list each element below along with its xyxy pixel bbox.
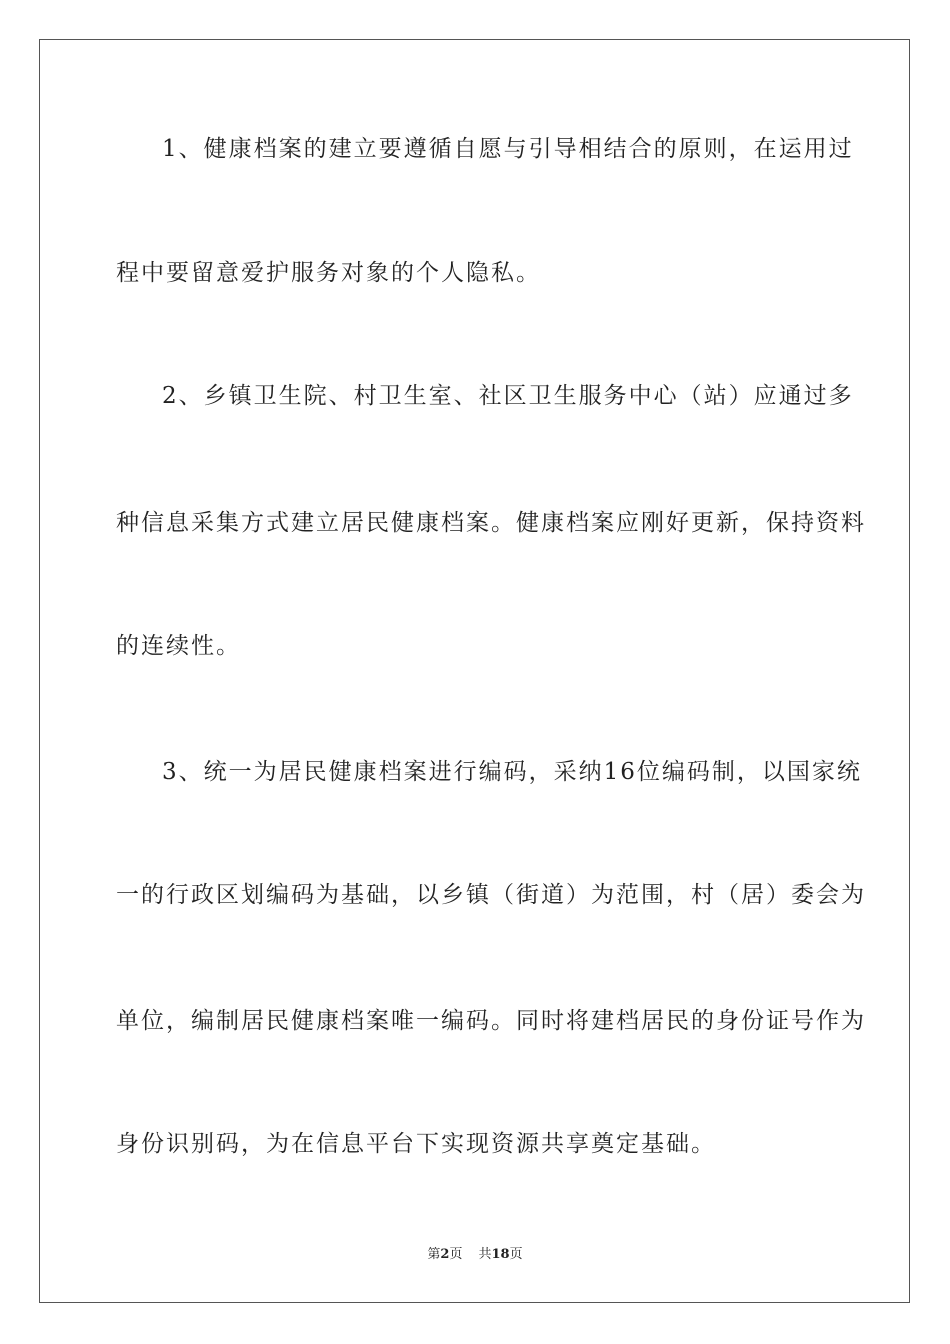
total-unit: 页 [509,1247,523,1262]
total-prefix: 共 [478,1247,492,1262]
page-frame [39,39,910,1303]
page-unit: 页 [449,1247,463,1262]
paragraph-1-line-2: 程中要留意爱护服务对象的个人隐私。 [116,260,541,286]
paragraph-3-line-2: 一的行政区划编码为基础，以乡镇（街道）为范围，村（居）委会为 [116,882,866,908]
paragraph-3-line-3: 单位，编制居民健康档案唯一编码。同时将建档居民的身份证号作为 [116,1008,866,1034]
current-page-number: 2 [440,1247,450,1262]
total-page-count: 18 [491,1247,510,1262]
paragraph-3-line-1: 3、统一为居民健康档案进行编码，采纳16位编码制，以国家统 [162,759,862,785]
page-number-footer [0,1246,950,1264]
paragraph-3-line-4: 身份识别码，为在信息平台下实现资源共享奠定基础。 [116,1131,716,1157]
page-prefix: 第 [427,1247,441,1262]
paragraph-2-line-2: 种信息采集方式建立居民健康档案。健康档案应刚好更新，保持资料 [116,510,866,536]
paragraph-1-line-1: 1、健康档案的建立要遵循自愿与引导相结合的原则，在运用过 [162,136,854,162]
paragraph-2-line-1: 2、乡镇卫生院、村卫生室、社区卫生服务中心（站）应通过多 [162,383,854,409]
paragraph-2-line-3: 的连续性。 [116,633,241,659]
